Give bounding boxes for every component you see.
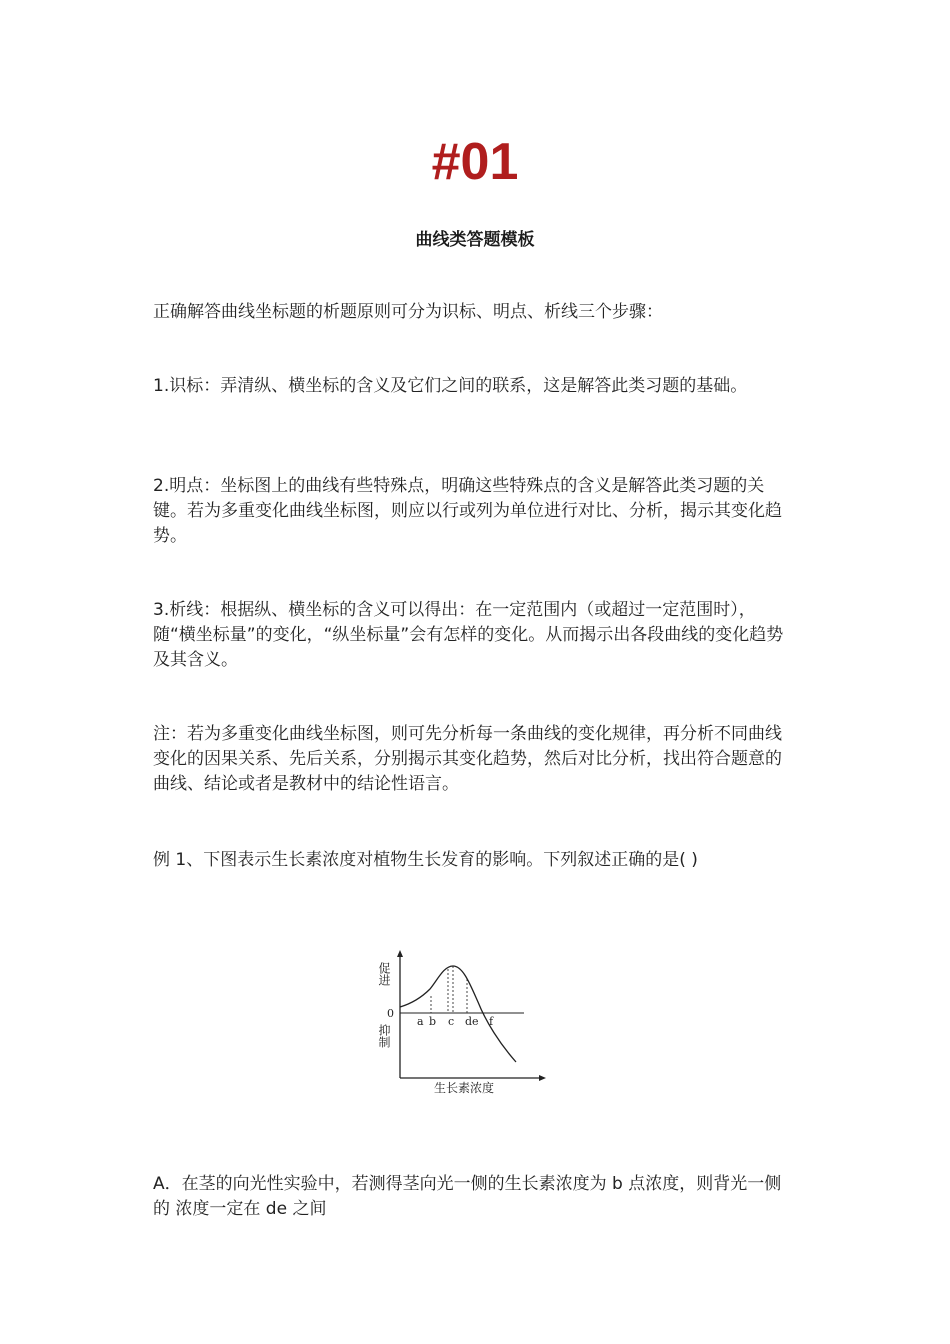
intro-paragraph: 正确解答曲线坐标题的析题原则可分为识标、明点、析线三个步骤： [153,302,663,322]
section-title: 曲线类答题模板 [415,230,535,250]
y-axis-arrow [397,950,403,957]
y-label-inhibit: 抑制 [377,1024,391,1048]
auxin-effect-curve [400,966,516,1062]
example-question: 例 1、下图表示生长素浓度对植物生长发育的影响。下列叙述正确的是( ) [153,850,698,870]
page-number: #01 [431,133,519,191]
point-label-e: e [472,1015,479,1028]
option-a: A．在茎的向光性实验中，若测得茎向光一侧的生长素浓度为 b 点浓度，则背光一侧的 浓度一定在 de 之间 [153,1174,782,1219]
note-paragraph: 注：若为多重变化曲线坐标图，则可先分析每一条曲线的变化规律，再分析不同曲线变化的因果关系、先后关系，分别揭示其变化趋势，然后对比分析，找出符合题意的曲线、结论或者是教材中的结论性语言。 [153,724,782,794]
point-label-d: d [465,1015,473,1028]
step-2-paragraph: 2.明点：坐标图上的曲线有些特殊点，明确这些特殊点的含义是解答此类习题的关键。若为多重变化曲线坐标图，则应以行或列为单位进行对比、分析，揭示其变化趋势。 [153,476,782,546]
x-axis-arrow [539,1075,546,1081]
x-axis-label: 生长素浓度 [434,1081,495,1094]
point-label-a: a [417,1015,424,1028]
zero-label: 0 [387,1007,394,1020]
y-label-promote: 促进 [377,962,391,986]
point-label-f: f [489,1015,494,1028]
step-3-paragraph: 3.析线：根据纵、横坐标的含义可以得出：在一定范围内（或超过一定范围时），随“横坐标量”的变化，“纵坐标量”会有怎样的变化。从而揭示出各段曲线的变化趋势及其含义。 [153,600,784,670]
point-label-c: c [448,1015,455,1028]
auxin-curve-figure [350,944,600,1094]
step-1-paragraph: 1.识标：弄清纵、横坐标的含义及它们之间的联系，这是解答此类习题的基础。 [153,376,748,396]
auxin-curve-chart [350,944,600,1094]
point-label-b: b [429,1015,437,1028]
